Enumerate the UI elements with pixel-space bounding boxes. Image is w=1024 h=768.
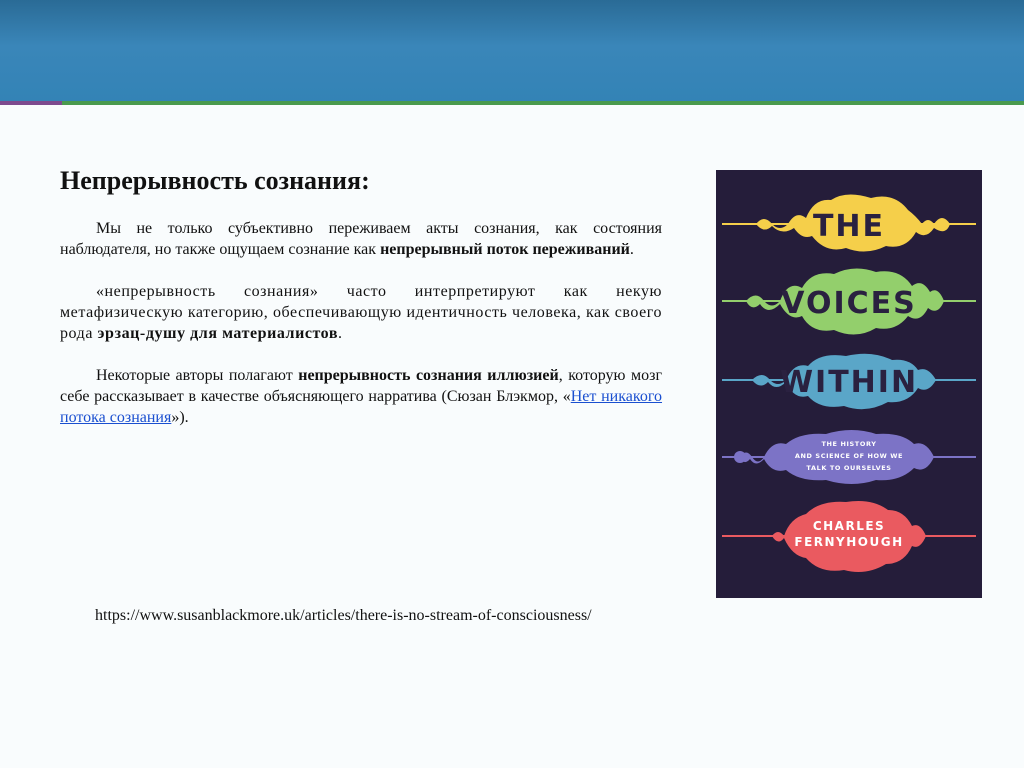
header-stripe-accent bbox=[0, 101, 62, 105]
source-url[interactable]: https://www.susanblackmore.uk/articles/there-is-no-stream-of-consciousness/ bbox=[95, 607, 592, 624]
paragraph-3-text2: , которую мозг себе рассказывает в качестве объясняющего нарратива (Сюзан Блэкмор, « bbox=[60, 367, 663, 405]
paragraph-3-bold: непрерывность сознания иллюзией bbox=[298, 367, 559, 384]
book-subtitle-line-1: THE HISTORY bbox=[821, 440, 877, 448]
header-stripe bbox=[0, 101, 1024, 105]
book-cover-art bbox=[716, 170, 982, 598]
paragraph-3-text: Некоторые авторы полагают bbox=[96, 367, 299, 384]
book-subtitle-line-3: TALK TO OURSELVES bbox=[806, 464, 892, 472]
header-band bbox=[0, 0, 1024, 102]
paragraph-3 bbox=[60, 365, 662, 428]
paragraph-1-text: Мы не только субъективно переживаем акты сознания, как состояния наблюдателя, но также ощущаем сознание как bbox=[60, 220, 662, 258]
paragraph-2-bold: эрзац-душу для материалистов bbox=[97, 325, 339, 342]
paragraph-1-end: . bbox=[629, 241, 634, 258]
slide-body bbox=[60, 218, 662, 449]
book-word-within: WITHIN bbox=[779, 365, 919, 400]
article-link[interactable]: Нет никакого потока сознания bbox=[60, 388, 663, 426]
paragraph-2-end: . bbox=[338, 325, 343, 342]
wave-purple-node bbox=[734, 451, 746, 463]
paragraph-1 bbox=[60, 218, 662, 260]
paragraph-3-end: »). bbox=[171, 409, 189, 426]
paragraph-1-bold: непрерывный поток переживаний bbox=[380, 241, 630, 258]
book-cover-image bbox=[716, 170, 982, 598]
book-author-first: CHARLES bbox=[812, 519, 886, 533]
book-author-last: FERNYHOUGH bbox=[794, 535, 904, 549]
paragraph-2-text: «непрерывность сознания» часто интерпретируют как некую метафизическую категорию, обеспечивающую идентичность человека, как своего рода bbox=[60, 283, 662, 342]
book-word-the: THE bbox=[812, 209, 886, 244]
paragraph-2 bbox=[60, 281, 662, 344]
book-word-voices: VOICES bbox=[781, 286, 917, 321]
book-subtitle-line-2: AND SCIENCE OF HOW WE bbox=[794, 452, 904, 460]
slide-title: Непрерывность сознания: bbox=[60, 166, 370, 195]
